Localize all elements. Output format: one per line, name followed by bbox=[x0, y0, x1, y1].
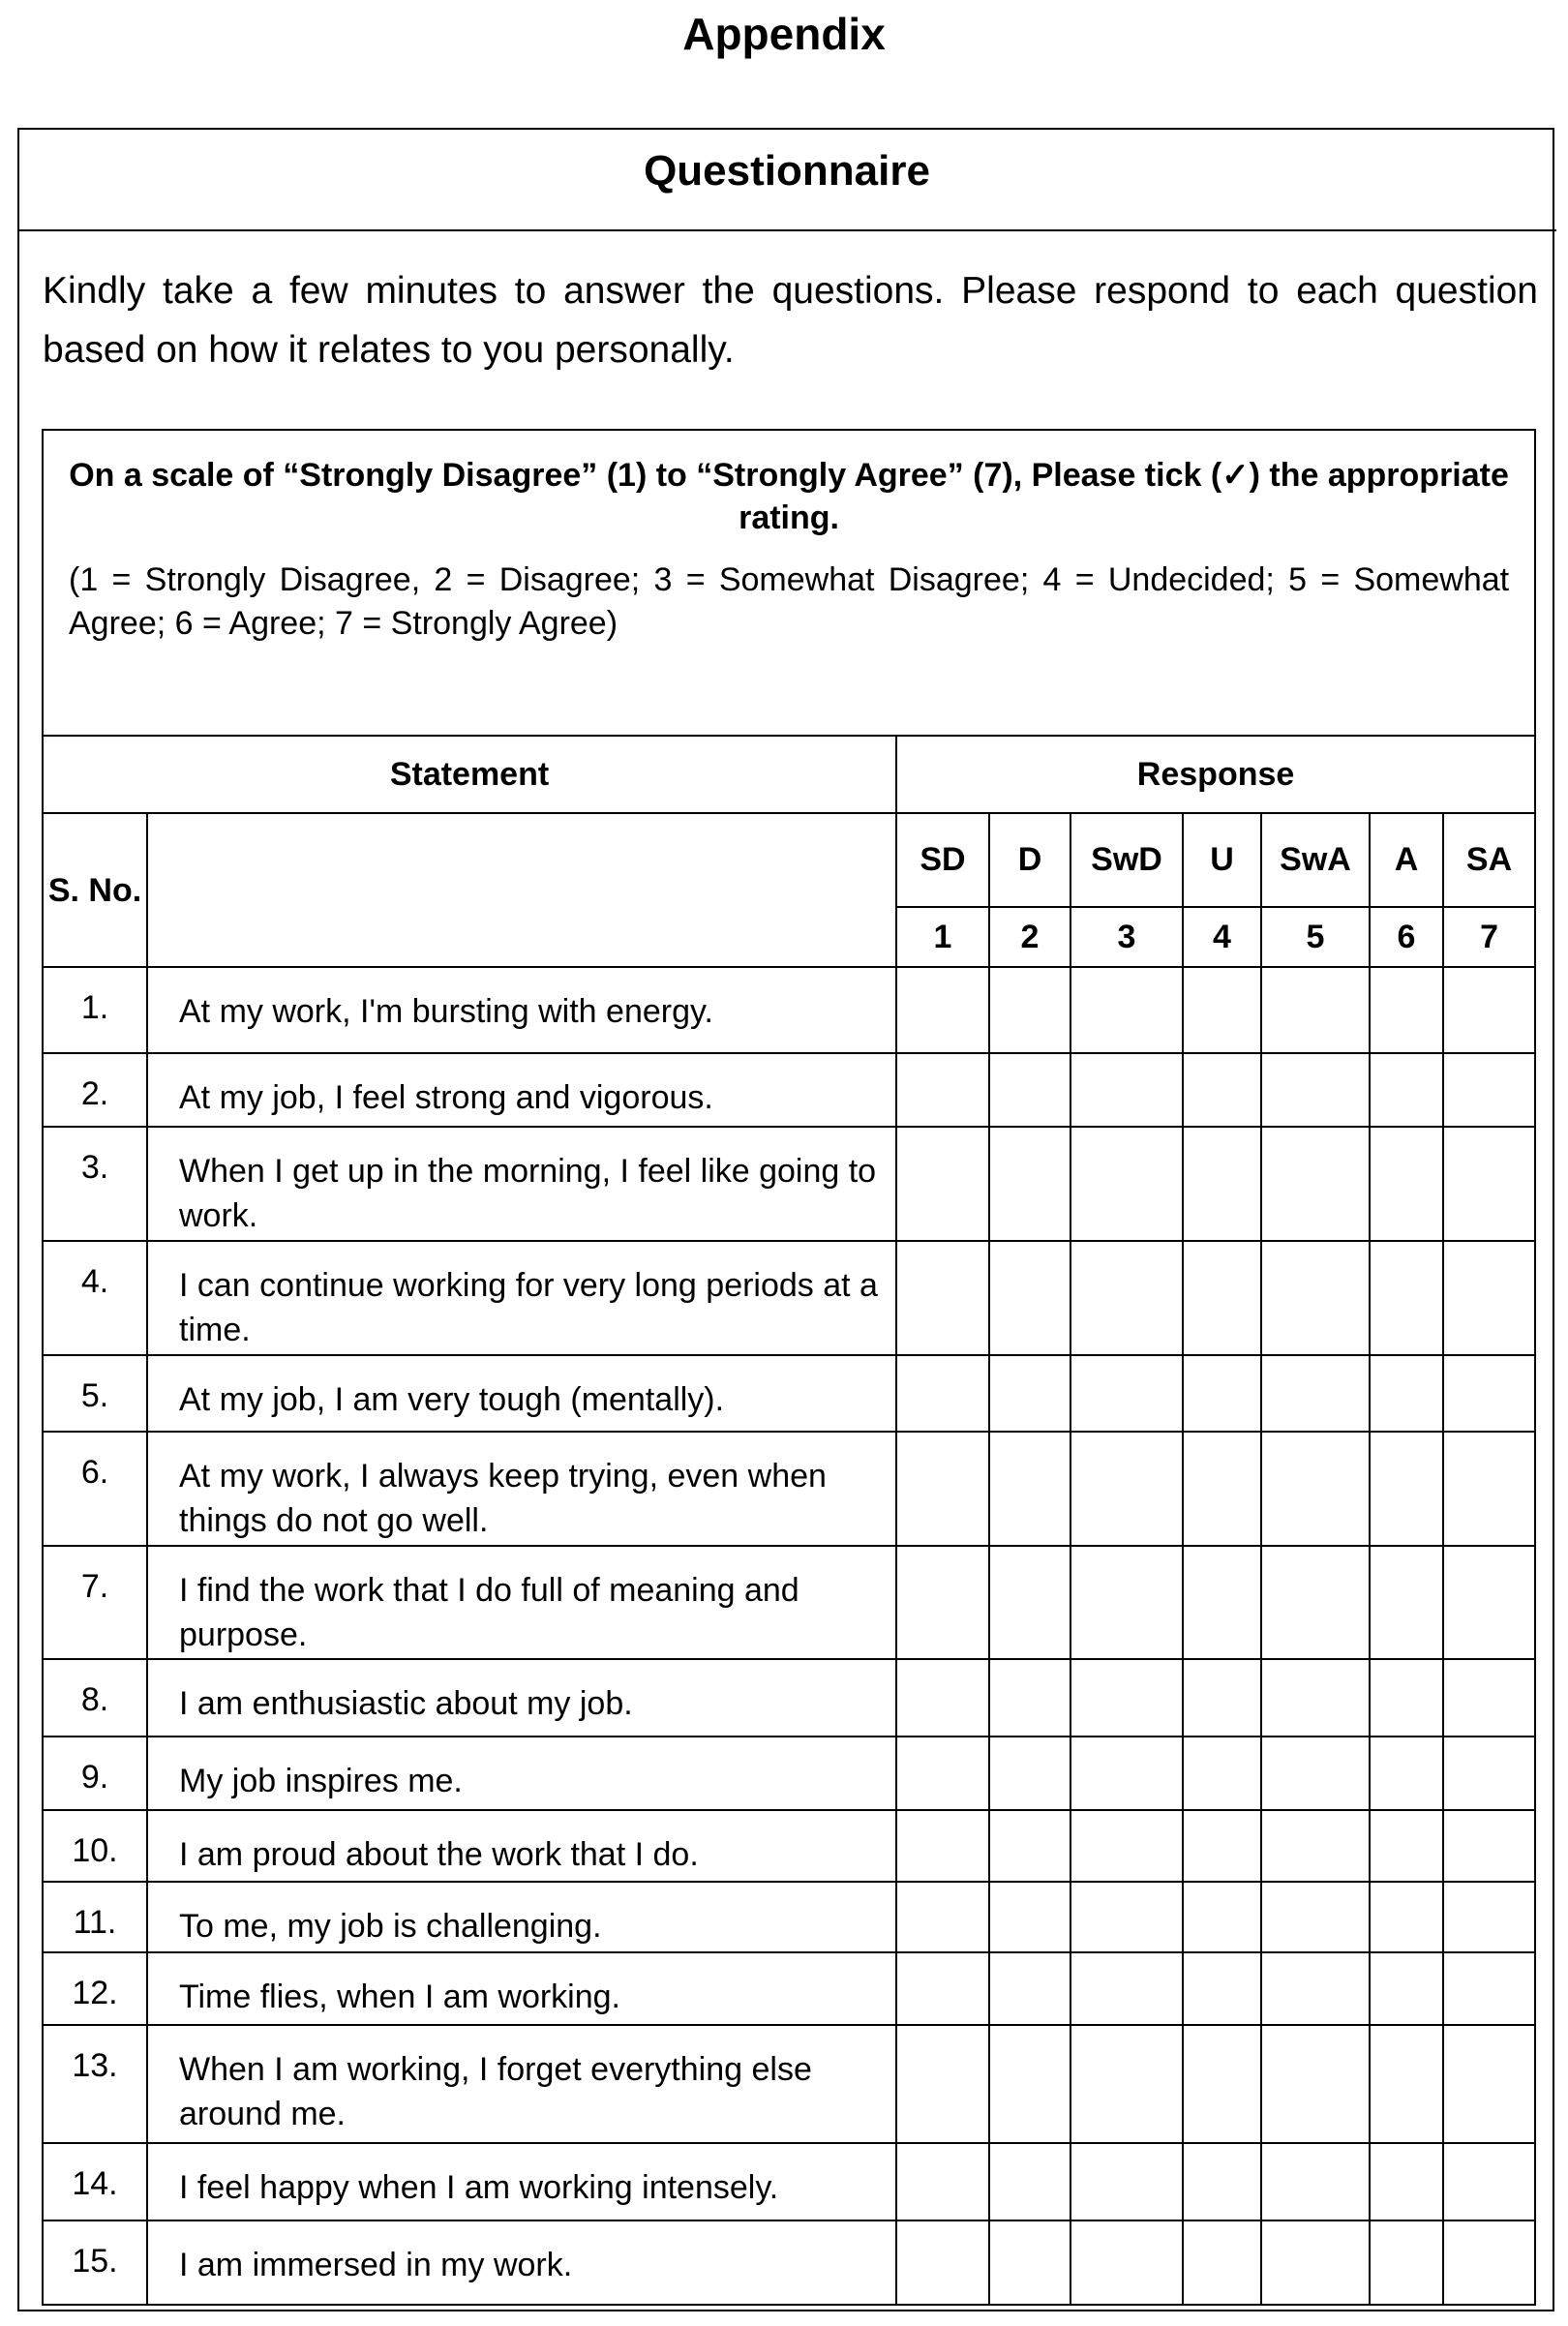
response-cell-swd[interactable] bbox=[1070, 1810, 1183, 1882]
response-cell-sa[interactable] bbox=[1443, 1659, 1535, 1737]
response-cell-a[interactable] bbox=[1370, 1810, 1443, 1882]
response-cell-sd[interactable] bbox=[896, 1952, 989, 2025]
response-cell-swd[interactable] bbox=[1070, 1355, 1183, 1432]
item-statement: At my work, I'm bursting with energy. bbox=[147, 967, 896, 1053]
item-number: 11. bbox=[43, 1882, 147, 1952]
table-row bbox=[43, 1432, 1535, 1546]
response-cell-u[interactable] bbox=[1183, 1546, 1261, 1659]
item-number: 14. bbox=[43, 2143, 147, 2220]
response-cell-a[interactable] bbox=[1370, 2220, 1443, 2305]
scale-value-7: 7 bbox=[1443, 907, 1535, 967]
instructions-cell bbox=[43, 430, 1535, 736]
response-cell-d[interactable] bbox=[989, 1882, 1070, 1952]
statement-header: Statement bbox=[43, 736, 896, 813]
response-cell-sd[interactable] bbox=[896, 2143, 989, 2220]
response-cell-swd[interactable] bbox=[1070, 1737, 1183, 1810]
item-number: 1. bbox=[43, 967, 147, 1053]
response-cell-sd[interactable] bbox=[896, 967, 989, 1053]
table-row bbox=[43, 1737, 1535, 1810]
response-cell-swa[interactable] bbox=[1261, 1737, 1370, 1810]
item-number: 15. bbox=[43, 2220, 147, 2305]
scale-value-1: 1 bbox=[896, 907, 989, 967]
response-cell-swa[interactable] bbox=[1261, 1355, 1370, 1432]
response-cell-sa[interactable] bbox=[1443, 2025, 1535, 2143]
item-number: 8. bbox=[43, 1659, 147, 1737]
item-statement: I am enthusiastic about my job. bbox=[147, 1659, 896, 1737]
response-cell-sa[interactable] bbox=[1443, 967, 1535, 1053]
response-cell-a[interactable] bbox=[1370, 1053, 1443, 1127]
response-cell-sd[interactable] bbox=[896, 1355, 989, 1432]
page-heading: Appendix bbox=[682, 9, 886, 59]
intro-text: Kindly take a few minutes to answer the questions. Please respond to each question based on how it relates to you personally. bbox=[43, 270, 1538, 371]
item-number: 9. bbox=[43, 1737, 147, 1810]
response-cell-u[interactable] bbox=[1183, 1659, 1261, 1737]
response-cell-swa[interactable] bbox=[1261, 967, 1370, 1053]
title-divider bbox=[17, 229, 1556, 231]
response-cell-swa[interactable] bbox=[1261, 1432, 1370, 1546]
scale-abbr-sa: SA bbox=[1443, 813, 1535, 907]
statement-blank-header bbox=[147, 813, 896, 967]
response-cell-u[interactable] bbox=[1183, 1053, 1261, 1127]
response-cell-sa[interactable] bbox=[1443, 2220, 1535, 2305]
table-row bbox=[43, 1127, 1535, 1241]
response-cell-sa[interactable] bbox=[1443, 1952, 1535, 2025]
table-row bbox=[43, 1546, 1535, 1659]
response-cell-u[interactable] bbox=[1183, 2025, 1261, 2143]
response-cell-swd[interactable] bbox=[1070, 2143, 1183, 2220]
item-statement: I am proud about the work that I do. bbox=[147, 1810, 896, 1882]
scale-value-5: 5 bbox=[1261, 907, 1370, 967]
questionnaire-table bbox=[42, 429, 1536, 2306]
response-cell-u[interactable] bbox=[1183, 1952, 1261, 2025]
table-row bbox=[43, 2220, 1535, 2305]
response-cell-d[interactable] bbox=[989, 1127, 1070, 1241]
response-cell-sd[interactable] bbox=[896, 1810, 989, 1882]
response-cell-sa[interactable] bbox=[1443, 1432, 1535, 1546]
response-header: Response bbox=[896, 736, 1535, 813]
table-row bbox=[43, 1241, 1535, 1355]
scale-abbr-d: D bbox=[989, 813, 1070, 907]
item-statement: My job inspires me. bbox=[147, 1737, 896, 1810]
response-cell-swa[interactable] bbox=[1261, 1053, 1370, 1127]
response-cell-sd[interactable] bbox=[896, 1546, 989, 1659]
response-cell-a[interactable] bbox=[1370, 1546, 1443, 1659]
questionnaire-title: Questionnaire bbox=[644, 147, 930, 195]
response-cell-d[interactable] bbox=[989, 2143, 1070, 2220]
response-cell-sd[interactable] bbox=[896, 1659, 989, 1737]
item-number: 7. bbox=[43, 1546, 147, 1659]
item-number: 4. bbox=[43, 1241, 147, 1355]
scale-legend: (1 = Strongly Disagree, 2 = Disagree; 3 = Somewhat Disagree; 4 = Undecided; 5 = Somewhat Agree; 6 = Agree; 7 = Strongly Agree) bbox=[69, 561, 1510, 642]
sno-header bbox=[43, 813, 147, 967]
response-cell-a[interactable] bbox=[1370, 967, 1443, 1053]
response-cell-sd[interactable] bbox=[896, 1053, 989, 1127]
response-cell-u[interactable] bbox=[1183, 1810, 1261, 1882]
response-cell-swa[interactable] bbox=[1261, 1241, 1370, 1355]
scale-value-2: 2 bbox=[989, 907, 1070, 967]
response-cell-u[interactable] bbox=[1183, 1241, 1261, 1355]
response-cell-swd[interactable] bbox=[1070, 967, 1183, 1053]
table-row bbox=[43, 1659, 1535, 1737]
item-statement: I can continue working for very long periods at a time. bbox=[147, 1241, 896, 1355]
response-cell-swa[interactable] bbox=[1261, 1952, 1370, 2025]
response-cell-d[interactable] bbox=[989, 1546, 1070, 1659]
response-cell-swa[interactable] bbox=[1261, 1127, 1370, 1241]
response-cell-a[interactable] bbox=[1370, 1241, 1443, 1355]
response-cell-u[interactable] bbox=[1183, 2220, 1261, 2305]
table-row bbox=[43, 1053, 1535, 1127]
scale-value-4: 4 bbox=[1183, 907, 1261, 967]
item-statement: At my job, I am very tough (mentally). bbox=[147, 1355, 896, 1432]
item-number: 12. bbox=[43, 1952, 147, 2025]
sno-header-label: S. No. bbox=[47, 871, 142, 909]
table-row bbox=[43, 1355, 1535, 1432]
response-cell-a[interactable] bbox=[1370, 1952, 1443, 2025]
response-cell-swd[interactable] bbox=[1070, 1432, 1183, 1546]
response-cell-swa[interactable] bbox=[1261, 2025, 1370, 2143]
table-row bbox=[43, 1952, 1535, 2025]
scale-value-3: 3 bbox=[1070, 907, 1183, 967]
response-cell-sa[interactable] bbox=[1443, 1810, 1535, 1882]
response-cell-a[interactable] bbox=[1370, 1737, 1443, 1810]
response-cell-d[interactable] bbox=[989, 1355, 1070, 1432]
item-number: 13. bbox=[43, 2025, 147, 2143]
item-statement: I feel happy when I am working intensely. bbox=[147, 2143, 896, 2220]
response-cell-swd[interactable] bbox=[1070, 1127, 1183, 1241]
item-statement: At my work, I always keep trying, even when things do not go well. bbox=[147, 1432, 896, 1546]
response-cell-swa[interactable] bbox=[1261, 2143, 1370, 2220]
scale-abbr-a: A bbox=[1370, 813, 1443, 907]
response-cell-d[interactable] bbox=[989, 2025, 1070, 2143]
scale-value-6: 6 bbox=[1370, 907, 1443, 967]
item-number: 10. bbox=[43, 1810, 147, 1882]
response-cell-a[interactable] bbox=[1370, 1659, 1443, 1737]
item-statement: When I get up in the morning, I feel like going to work. bbox=[147, 1127, 896, 1241]
response-cell-u[interactable] bbox=[1183, 1882, 1261, 1952]
response-cell-d[interactable] bbox=[989, 967, 1070, 1053]
response-cell-swa[interactable] bbox=[1261, 1882, 1370, 1952]
response-cell-sa[interactable] bbox=[1443, 1127, 1535, 1241]
response-cell-sd[interactable] bbox=[896, 1127, 989, 1241]
item-statement: Time flies, when I am working. bbox=[147, 1952, 896, 2025]
response-cell-a[interactable] bbox=[1370, 2143, 1443, 2220]
response-cell-sa[interactable] bbox=[1443, 1546, 1535, 1659]
response-cell-d[interactable] bbox=[989, 1952, 1070, 2025]
response-cell-d[interactable] bbox=[989, 1241, 1070, 1355]
table-row bbox=[43, 2025, 1535, 2143]
response-cell-sd[interactable] bbox=[896, 1882, 989, 1952]
response-cell-d[interactable] bbox=[989, 1737, 1070, 1810]
item-number: 6. bbox=[43, 1432, 147, 1546]
response-cell-swa[interactable] bbox=[1261, 1546, 1370, 1659]
response-cell-a[interactable] bbox=[1370, 2025, 1443, 2143]
item-number: 3. bbox=[43, 1127, 147, 1241]
response-cell-sa[interactable] bbox=[1443, 1053, 1535, 1127]
response-cell-swd[interactable] bbox=[1070, 1053, 1183, 1127]
response-cell-swd[interactable] bbox=[1070, 1952, 1183, 2025]
response-cell-a[interactable] bbox=[1370, 1882, 1443, 1952]
response-cell-d[interactable] bbox=[989, 1659, 1070, 1737]
response-cell-u[interactable] bbox=[1183, 1432, 1261, 1546]
response-cell-sa[interactable] bbox=[1443, 1882, 1535, 1952]
response-cell-swa[interactable] bbox=[1261, 1810, 1370, 1882]
item-number: 2. bbox=[43, 1053, 147, 1127]
item-statement: When I am working, I forget everything else around me. bbox=[147, 2025, 896, 2143]
response-cell-sa[interactable] bbox=[1443, 2143, 1535, 2220]
response-cell-swd[interactable] bbox=[1070, 1241, 1183, 1355]
instruction-text: On a scale of “Strongly Disagree” (1) to “Strongly Agree” (7), Please tick (✓) the appropriate rating. bbox=[69, 457, 1509, 536]
response-cell-d[interactable] bbox=[989, 1053, 1070, 1127]
response-cell-u[interactable] bbox=[1183, 1127, 1261, 1241]
scale-abbr-swa: SwA bbox=[1261, 813, 1370, 907]
response-cell-sd[interactable] bbox=[896, 1432, 989, 1546]
response-cell-sa[interactable] bbox=[1443, 1737, 1535, 1810]
table-row bbox=[43, 2143, 1535, 2220]
response-cell-swa[interactable] bbox=[1261, 1659, 1370, 1737]
response-cell-a[interactable] bbox=[1370, 1127, 1443, 1241]
item-statement: At my job, I feel strong and vigorous. bbox=[147, 1053, 896, 1127]
response-cell-sa[interactable] bbox=[1443, 1241, 1535, 1355]
response-cell-u[interactable] bbox=[1183, 1355, 1261, 1432]
item-statement: I am immersed in my work. bbox=[147, 2220, 896, 2305]
scale-abbr-u: U bbox=[1183, 813, 1261, 907]
scale-abbr-swd: SwD bbox=[1070, 813, 1183, 907]
response-cell-u[interactable] bbox=[1183, 1737, 1261, 1810]
response-cell-a[interactable] bbox=[1370, 1432, 1443, 1546]
table-row bbox=[43, 1882, 1535, 1952]
table-row bbox=[43, 967, 1535, 1053]
response-cell-sa[interactable] bbox=[1443, 1355, 1535, 1432]
response-cell-swa[interactable] bbox=[1261, 2220, 1370, 2305]
response-cell-u[interactable] bbox=[1183, 967, 1261, 1053]
response-cell-d[interactable] bbox=[989, 1810, 1070, 1882]
response-cell-sd[interactable] bbox=[896, 1737, 989, 1810]
item-statement: I find the work that I do full of meaning and purpose. bbox=[147, 1546, 896, 1659]
response-cell-sd[interactable] bbox=[896, 2220, 989, 2305]
response-cell-swd[interactable] bbox=[1070, 2025, 1183, 2143]
item-statement: To me, my job is challenging. bbox=[147, 1882, 896, 1952]
response-cell-d[interactable] bbox=[989, 1432, 1070, 1546]
response-cell-swd[interactable] bbox=[1070, 2220, 1183, 2305]
scale-abbr-sd: SD bbox=[896, 813, 989, 907]
response-cell-a[interactable] bbox=[1370, 1355, 1443, 1432]
response-cell-swd[interactable] bbox=[1070, 1882, 1183, 1952]
response-cell-d[interactable] bbox=[989, 2220, 1070, 2305]
table-row bbox=[43, 1810, 1535, 1882]
response-cell-sd[interactable] bbox=[896, 2025, 989, 2143]
response-cell-swd[interactable] bbox=[1070, 1659, 1183, 1737]
response-cell-u[interactable] bbox=[1183, 2143, 1261, 2220]
response-cell-swd[interactable] bbox=[1070, 1546, 1183, 1659]
response-cell-sd[interactable] bbox=[896, 1241, 989, 1355]
item-number: 5. bbox=[43, 1355, 147, 1432]
